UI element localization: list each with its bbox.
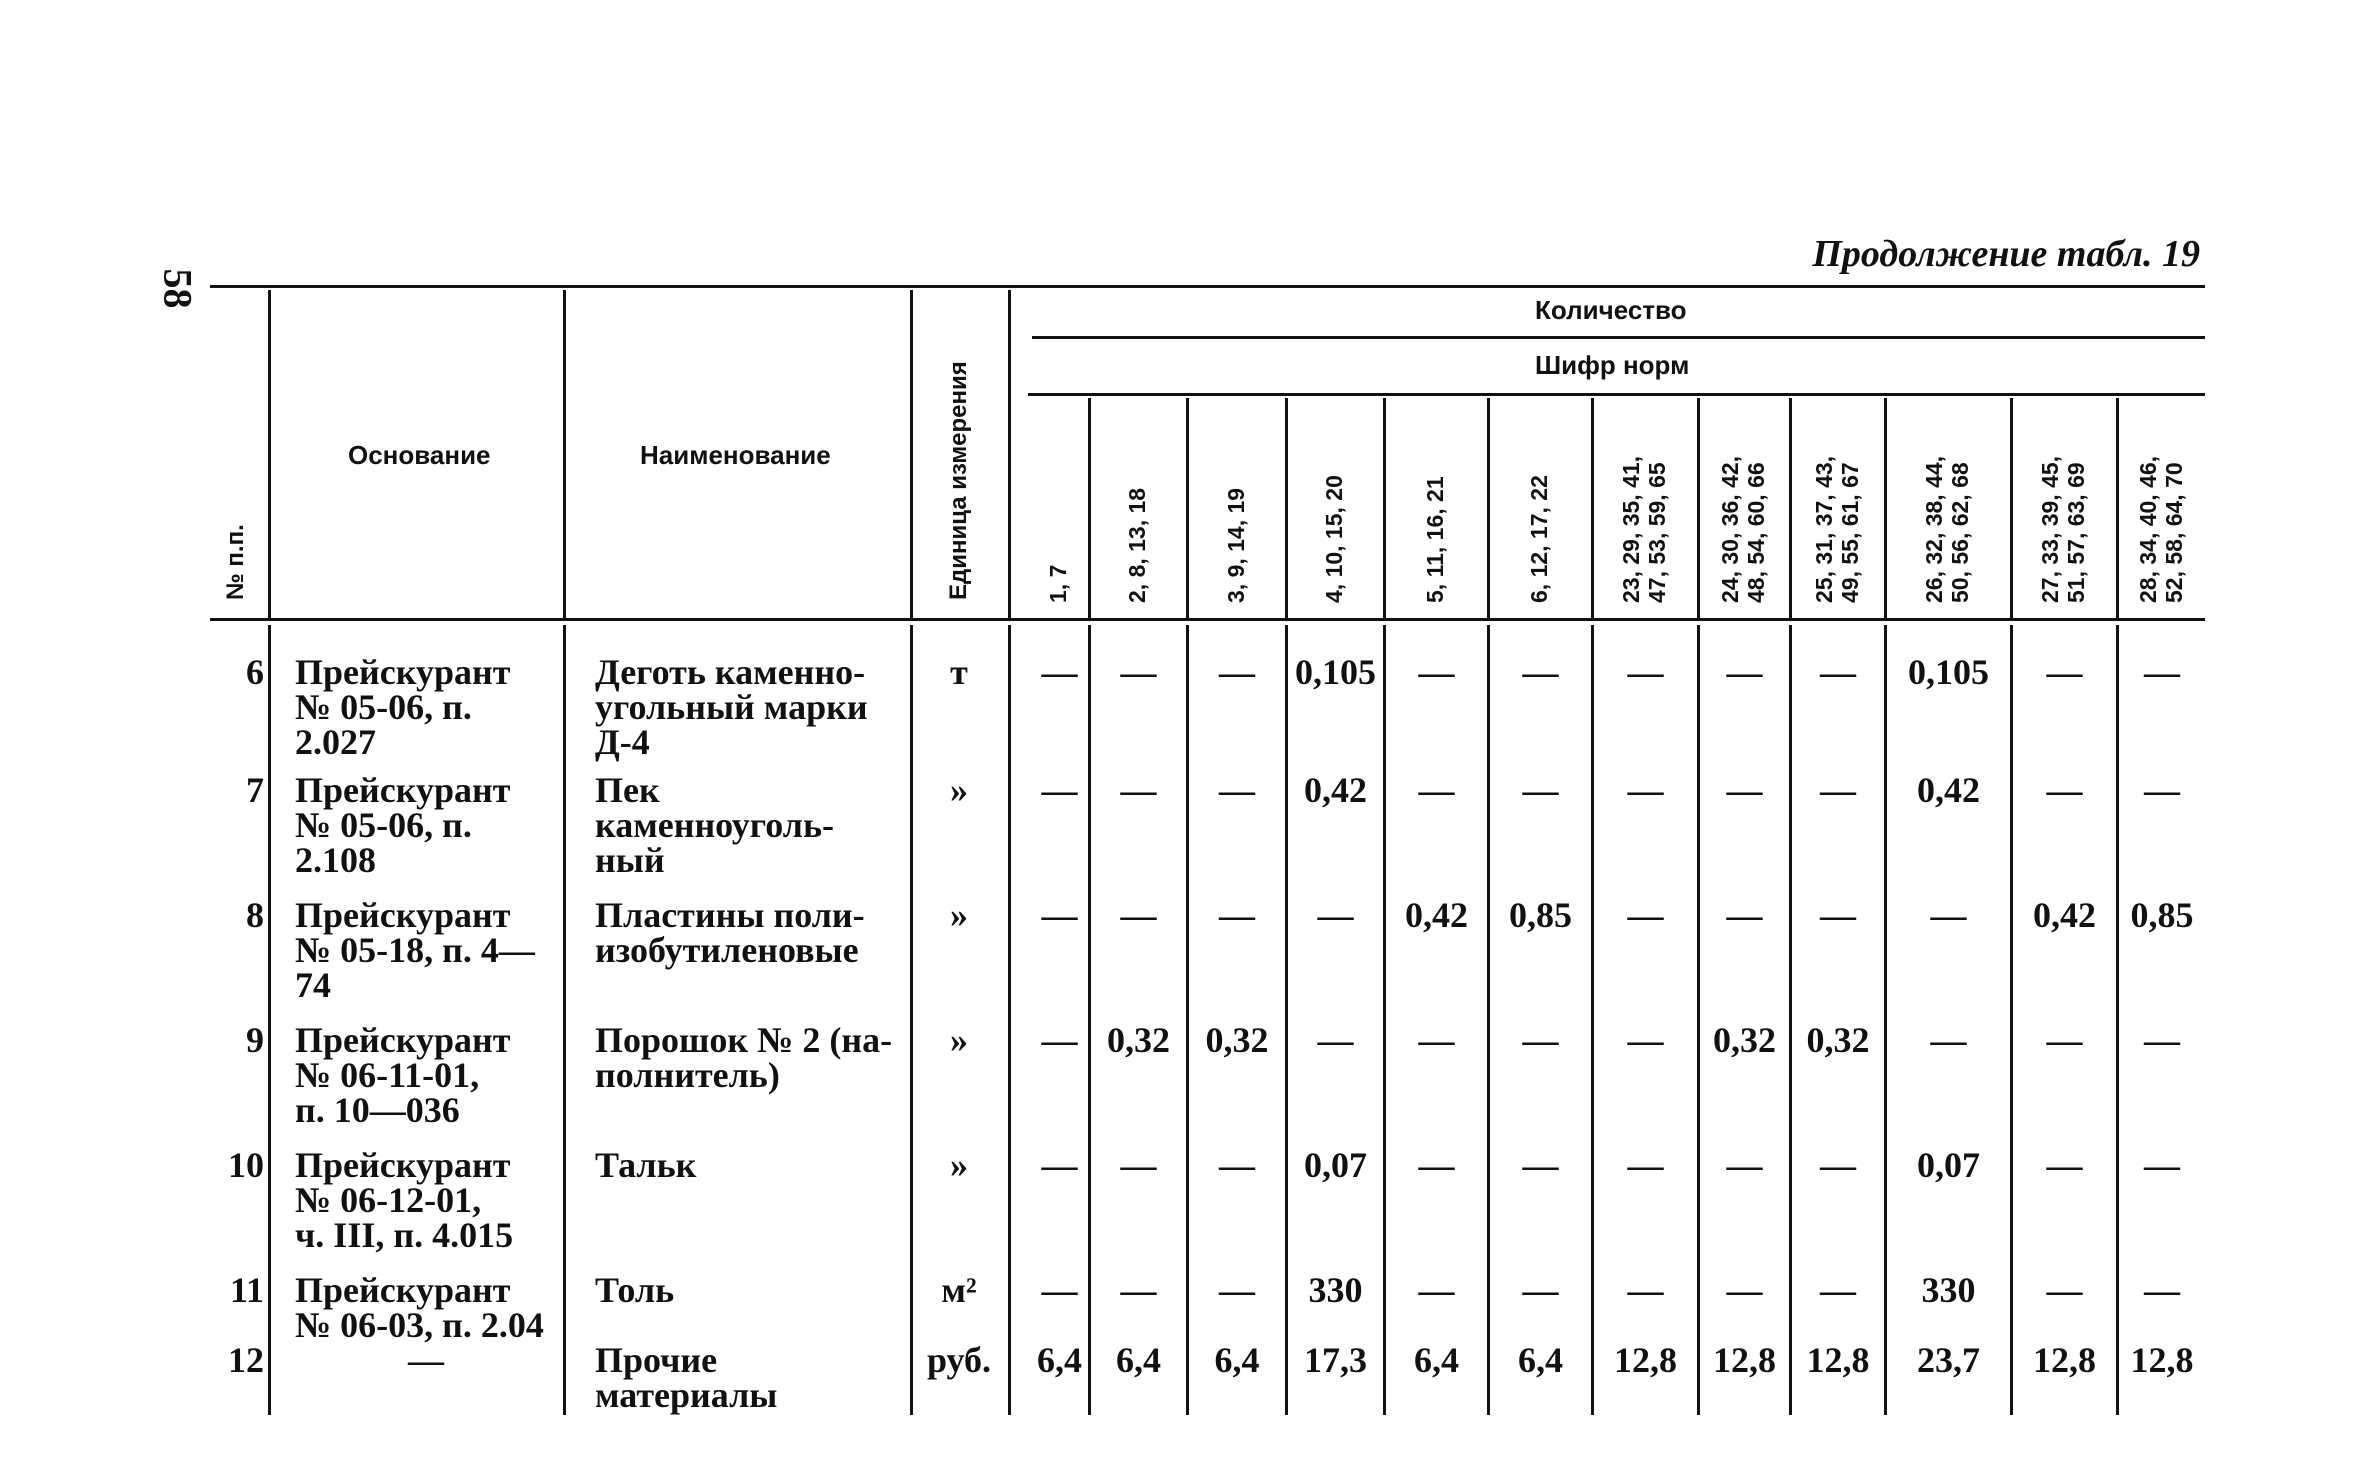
row-unit: » bbox=[950, 1145, 968, 1185]
norm-code-line: 6, 12, 17, 22 bbox=[1526, 475, 1552, 603]
row-material-name bbox=[595, 1020, 903, 1095]
norm-code-header bbox=[1223, 488, 1249, 603]
quantity-cell: — bbox=[2046, 1270, 2083, 1310]
row-material-name-line: Деготь каменно- bbox=[595, 652, 866, 692]
quantity-cell: — bbox=[1930, 1020, 1967, 1060]
norm-code-line: 52, 58, 64, 70 bbox=[2161, 462, 2187, 603]
quantity-cell: — bbox=[1041, 652, 1078, 692]
quantity-cell: 0,32 bbox=[1713, 1020, 1776, 1060]
norm-code-header bbox=[1124, 488, 1150, 603]
row-basis-line: № 05-06, п. bbox=[295, 805, 472, 845]
quantity-cell: 0,105 bbox=[1908, 652, 1989, 692]
row-basis bbox=[295, 1340, 557, 1380]
quantity-cell: — bbox=[1219, 1270, 1255, 1310]
row-basis-line: 2.108 bbox=[295, 840, 376, 880]
row-number: 12 bbox=[228, 1340, 264, 1380]
row-basis-line: — bbox=[408, 1340, 444, 1380]
quantity-cell: 6,4 bbox=[1214, 1340, 1260, 1380]
quantity-cell: 0,42 bbox=[1304, 770, 1367, 810]
quantity-cell: 6,4 bbox=[1037, 1340, 1082, 1380]
quantity-cell: — bbox=[1820, 895, 1856, 935]
quantity-cell: — bbox=[1627, 770, 1664, 810]
quantity-cell: — bbox=[1930, 895, 1967, 935]
quantity-cell: — bbox=[1120, 1270, 1157, 1310]
quantity-cell: — bbox=[1041, 1270, 1078, 1310]
quantity-cell: 12,8 bbox=[1614, 1340, 1677, 1380]
quantity-cell: 12,8 bbox=[1806, 1340, 1870, 1380]
header-divider bbox=[1008, 290, 1011, 618]
norm-code-line: 4, 10, 15, 20 bbox=[1321, 475, 1347, 603]
norm-code-header bbox=[1618, 456, 1670, 603]
quantity-cell: 6,4 bbox=[1518, 1340, 1563, 1380]
row-number: 10 bbox=[228, 1145, 264, 1185]
row-material-name-line: полнитель) bbox=[595, 1055, 780, 1095]
norm-code-line: 48, 54, 60, 66 bbox=[1743, 462, 1769, 603]
row-basis bbox=[295, 1270, 557, 1345]
row-number: 6 bbox=[246, 652, 264, 692]
code-column-divider bbox=[1285, 398, 1288, 618]
quantity-cell: 0,42 bbox=[1917, 770, 1980, 810]
quantity-cell: — bbox=[1219, 652, 1255, 692]
code-column-divider bbox=[1884, 398, 1887, 618]
row-basis-line: № 05-18, п. 4— bbox=[295, 930, 535, 970]
quantity-cell: — bbox=[1820, 1145, 1856, 1185]
row-number: 9 bbox=[246, 1020, 264, 1060]
row-material-name-line: Порошок № 2 (на- bbox=[595, 1020, 893, 1060]
header-basis: Основание bbox=[348, 440, 491, 470]
norm-code-line: 24, 30, 36, 42, bbox=[1717, 455, 1743, 603]
row-basis-line: № 06-03, п. 2.04 bbox=[295, 1305, 544, 1345]
row-material-name bbox=[595, 895, 903, 970]
quantity-cell: 0,85 bbox=[2130, 895, 2194, 935]
quantity-cell: — bbox=[1219, 1145, 1255, 1185]
quantity-cell: — bbox=[1522, 1145, 1559, 1185]
quantity-cell: — bbox=[1120, 652, 1157, 692]
row-basis-line: Прейскурант bbox=[295, 1145, 511, 1185]
row-basis bbox=[295, 895, 557, 1005]
quantity-cell: 0,32 bbox=[1107, 1020, 1170, 1060]
quantity-cell: — bbox=[2046, 1020, 2083, 1060]
row-number: 8 bbox=[246, 895, 264, 935]
row-material-name bbox=[595, 652, 903, 762]
quantity-cell: 0,85 bbox=[1509, 895, 1572, 935]
quantity-cell: — bbox=[1317, 895, 1354, 935]
norm-code-header bbox=[1321, 475, 1347, 603]
norm-code-line: 51, 57, 63, 69 bbox=[2063, 462, 2089, 603]
quantity-cell: — bbox=[2144, 652, 2180, 692]
row-unit: руб. bbox=[926, 1340, 992, 1380]
quantity-cell: — bbox=[1726, 770, 1763, 810]
norm-code-header bbox=[1811, 456, 1863, 603]
quantity-cell: 6,4 bbox=[1414, 1340, 1459, 1380]
quantity-cell: — bbox=[1418, 1145, 1455, 1185]
quantity-cell: 6,4 bbox=[1116, 1340, 1161, 1380]
row-basis-line: Прейскурант bbox=[295, 1020, 511, 1060]
quantity-cell: — bbox=[2144, 1270, 2180, 1310]
row-unit: т bbox=[950, 652, 968, 692]
norm-code-line: 49, 55, 61, 67 bbox=[1837, 462, 1863, 603]
quantity-cell: — bbox=[1726, 1145, 1763, 1185]
quantity-cell: — bbox=[1627, 895, 1664, 935]
row-material-name-line: Пластины поли- bbox=[595, 895, 865, 935]
header-name: Наименование bbox=[640, 440, 831, 470]
body-column-divider bbox=[563, 625, 566, 1415]
code-column-divider bbox=[1789, 398, 1792, 618]
row-material-name bbox=[595, 1145, 903, 1185]
norm-code-header bbox=[1422, 476, 1448, 603]
header-divider bbox=[268, 290, 271, 618]
quantity-cell: 0,07 bbox=[1917, 1145, 1980, 1185]
code-column-divider bbox=[1697, 398, 1700, 618]
row-basis-line: 2.027 bbox=[295, 722, 376, 762]
norm-code-header bbox=[2135, 456, 2187, 603]
quantity-cell: 23,7 bbox=[1917, 1340, 1980, 1380]
header-divider bbox=[910, 290, 913, 618]
quantity-cell: — bbox=[1120, 1145, 1157, 1185]
norm-code-line: 47, 53, 59, 65 bbox=[1644, 462, 1670, 603]
quantity-cell: — bbox=[2046, 652, 2083, 692]
row-material-name-line: Пек каменноуголь- bbox=[595, 770, 835, 845]
quantity-cell: — bbox=[2144, 1020, 2180, 1060]
header-row-number: № п.п. bbox=[222, 524, 249, 600]
code-column-divider bbox=[1088, 398, 1091, 618]
header-unit: Единица измерения bbox=[945, 361, 972, 600]
code-column-divider bbox=[1487, 398, 1490, 618]
norm-code-header bbox=[2037, 456, 2089, 603]
row-material-name-line: угольный марки bbox=[595, 687, 868, 727]
quantity-cell: 0,42 bbox=[2033, 895, 2096, 935]
norm-code-line: 26, 32, 38, 44, bbox=[1921, 455, 1947, 603]
quantity-cell: 17,3 bbox=[1304, 1340, 1367, 1380]
code-column-divider bbox=[1591, 398, 1594, 618]
code-column-divider bbox=[2010, 398, 2013, 618]
row-material-name-line: ный bbox=[595, 840, 665, 880]
row-basis-line: 74 bbox=[295, 965, 331, 1005]
norm-code-line: 5, 11, 16, 21 bbox=[1422, 476, 1448, 603]
norm-code-line: 28, 34, 40, 46, bbox=[2135, 455, 2161, 603]
row-basis-line: № 05-06, п. bbox=[295, 687, 472, 727]
quantity-cell: — bbox=[1120, 770, 1157, 810]
row-basis bbox=[295, 770, 557, 880]
row-material-name-line: Тальк bbox=[595, 1145, 697, 1185]
quantity-cell: — bbox=[1418, 1270, 1455, 1310]
row-material-name bbox=[595, 1340, 903, 1415]
quantity-cell: — bbox=[1418, 1020, 1455, 1060]
row-number: 7 bbox=[246, 770, 264, 810]
header-divider bbox=[563, 290, 566, 618]
row-material-name bbox=[595, 1270, 903, 1310]
row-number: 11 bbox=[229, 1270, 264, 1310]
body-column-divider bbox=[1008, 625, 1011, 1415]
norm-code-header bbox=[1921, 456, 1973, 603]
quantity-cell: 12,8 bbox=[2130, 1340, 2194, 1380]
quantity-cell: 12,8 bbox=[2033, 1340, 2096, 1380]
row-basis bbox=[295, 652, 557, 762]
norm-code-line: 1, 7 bbox=[1045, 564, 1071, 603]
row-unit: м² bbox=[941, 1270, 977, 1310]
norm-code-line: 27, 33, 39, 45, bbox=[2037, 455, 2063, 603]
quantity-cell: — bbox=[1120, 895, 1157, 935]
quantity-cell: — bbox=[1820, 770, 1856, 810]
row-basis-line: Прейскурант bbox=[295, 652, 511, 692]
code-column-divider bbox=[1186, 398, 1189, 618]
row-unit: » bbox=[950, 895, 968, 935]
quantity-cell: — bbox=[2046, 1145, 2083, 1185]
quantity-cell: — bbox=[1820, 1270, 1856, 1310]
quantity-cell: 0,32 bbox=[1806, 1020, 1870, 1060]
quantity-rule bbox=[1032, 336, 2205, 339]
quantity-cell: — bbox=[2144, 1145, 2180, 1185]
quantity-cell: 0,42 bbox=[1405, 895, 1468, 935]
row-unit: » bbox=[950, 1020, 968, 1060]
row-basis-line: Прейскурант bbox=[295, 895, 511, 935]
row-basis-line: № 06-12-01, bbox=[295, 1180, 482, 1220]
table-top-rule bbox=[210, 285, 2205, 288]
row-material-name-line: изобутиленовые bbox=[595, 930, 859, 970]
page-number: 58 bbox=[155, 268, 201, 309]
quantity-cell: 12,8 bbox=[1713, 1340, 1776, 1380]
norm-code-line: 25, 31, 37, 43, bbox=[1811, 455, 1837, 603]
quantity-cell: — bbox=[1522, 770, 1559, 810]
quantity-cell: — bbox=[1627, 1145, 1664, 1185]
table-caption: Продолжение табл. 19 bbox=[1812, 233, 2200, 275]
quantity-cell: — bbox=[1627, 652, 1664, 692]
quantity-cell: — bbox=[1041, 895, 1078, 935]
quantity-cell: — bbox=[1726, 1270, 1763, 1310]
header-norms-code: Шифр норм bbox=[1535, 350, 1690, 380]
header-quantity: Количество bbox=[1535, 295, 1687, 325]
quantity-cell: — bbox=[1219, 895, 1255, 935]
quantity-cell: — bbox=[1522, 652, 1559, 692]
row-basis-line: п. 10—036 bbox=[295, 1090, 460, 1130]
quantity-cell: — bbox=[1522, 1270, 1559, 1310]
quantity-cell: — bbox=[1317, 1020, 1354, 1060]
row-basis bbox=[295, 1020, 557, 1130]
row-material-name bbox=[595, 770, 903, 880]
norm-code-header bbox=[1717, 456, 1769, 603]
quantity-cell: 0,32 bbox=[1205, 1020, 1269, 1060]
row-basis-line: № 06-11-01, bbox=[295, 1055, 480, 1095]
row-basis-line: Прейскурант bbox=[295, 770, 511, 810]
row-material-name-line: Д-4 bbox=[595, 722, 650, 762]
row-material-name-line: Прочие материалы bbox=[595, 1340, 778, 1415]
norm-code-line: 3, 9, 14, 19 bbox=[1223, 487, 1249, 603]
norm-code-line: 2, 8, 13, 18 bbox=[1124, 487, 1150, 603]
norm-code-line: 23, 29, 35, 41, bbox=[1618, 455, 1644, 603]
norm-code-line: 50, 56, 62, 68 bbox=[1947, 462, 1973, 603]
quantity-cell: 330 bbox=[1921, 1270, 1976, 1310]
row-basis-line: ч. III, п. 4.015 bbox=[295, 1215, 514, 1255]
body-column-divider bbox=[268, 625, 271, 1415]
quantity-cell: — bbox=[1522, 1020, 1559, 1060]
quantity-cell: 330 bbox=[1308, 1270, 1363, 1310]
quantity-cell: — bbox=[1418, 652, 1455, 692]
code-column-divider bbox=[1383, 398, 1386, 618]
row-unit: » bbox=[950, 770, 968, 810]
quantity-cell: — bbox=[1041, 1020, 1078, 1060]
norm-code-header bbox=[1526, 475, 1552, 603]
row-basis bbox=[295, 1145, 557, 1255]
quantity-cell: — bbox=[1726, 652, 1763, 692]
quantity-cell: 0,07 bbox=[1304, 1145, 1367, 1185]
quantity-cell: — bbox=[1219, 770, 1255, 810]
header-bottom-rule bbox=[210, 618, 2205, 621]
norm-code-header bbox=[1045, 565, 1071, 603]
quantity-cell: — bbox=[1820, 652, 1856, 692]
quantity-cell: — bbox=[1726, 895, 1763, 935]
code-column-divider bbox=[2116, 398, 2119, 618]
quantity-cell: — bbox=[1627, 1020, 1664, 1060]
quantity-cell: — bbox=[1418, 770, 1455, 810]
norms-rule bbox=[1028, 393, 2205, 396]
quantity-cell: — bbox=[1041, 1145, 1078, 1185]
row-basis-line: Прейскурант bbox=[295, 1270, 511, 1310]
row-material-name-line: Толь bbox=[595, 1270, 675, 1310]
quantity-cell: — bbox=[1041, 770, 1078, 810]
quantity-cell: 0,105 bbox=[1295, 652, 1376, 692]
quantity-cell: — bbox=[1627, 1270, 1664, 1310]
quantity-cell: — bbox=[2144, 770, 2180, 810]
quantity-cell: — bbox=[2046, 770, 2083, 810]
